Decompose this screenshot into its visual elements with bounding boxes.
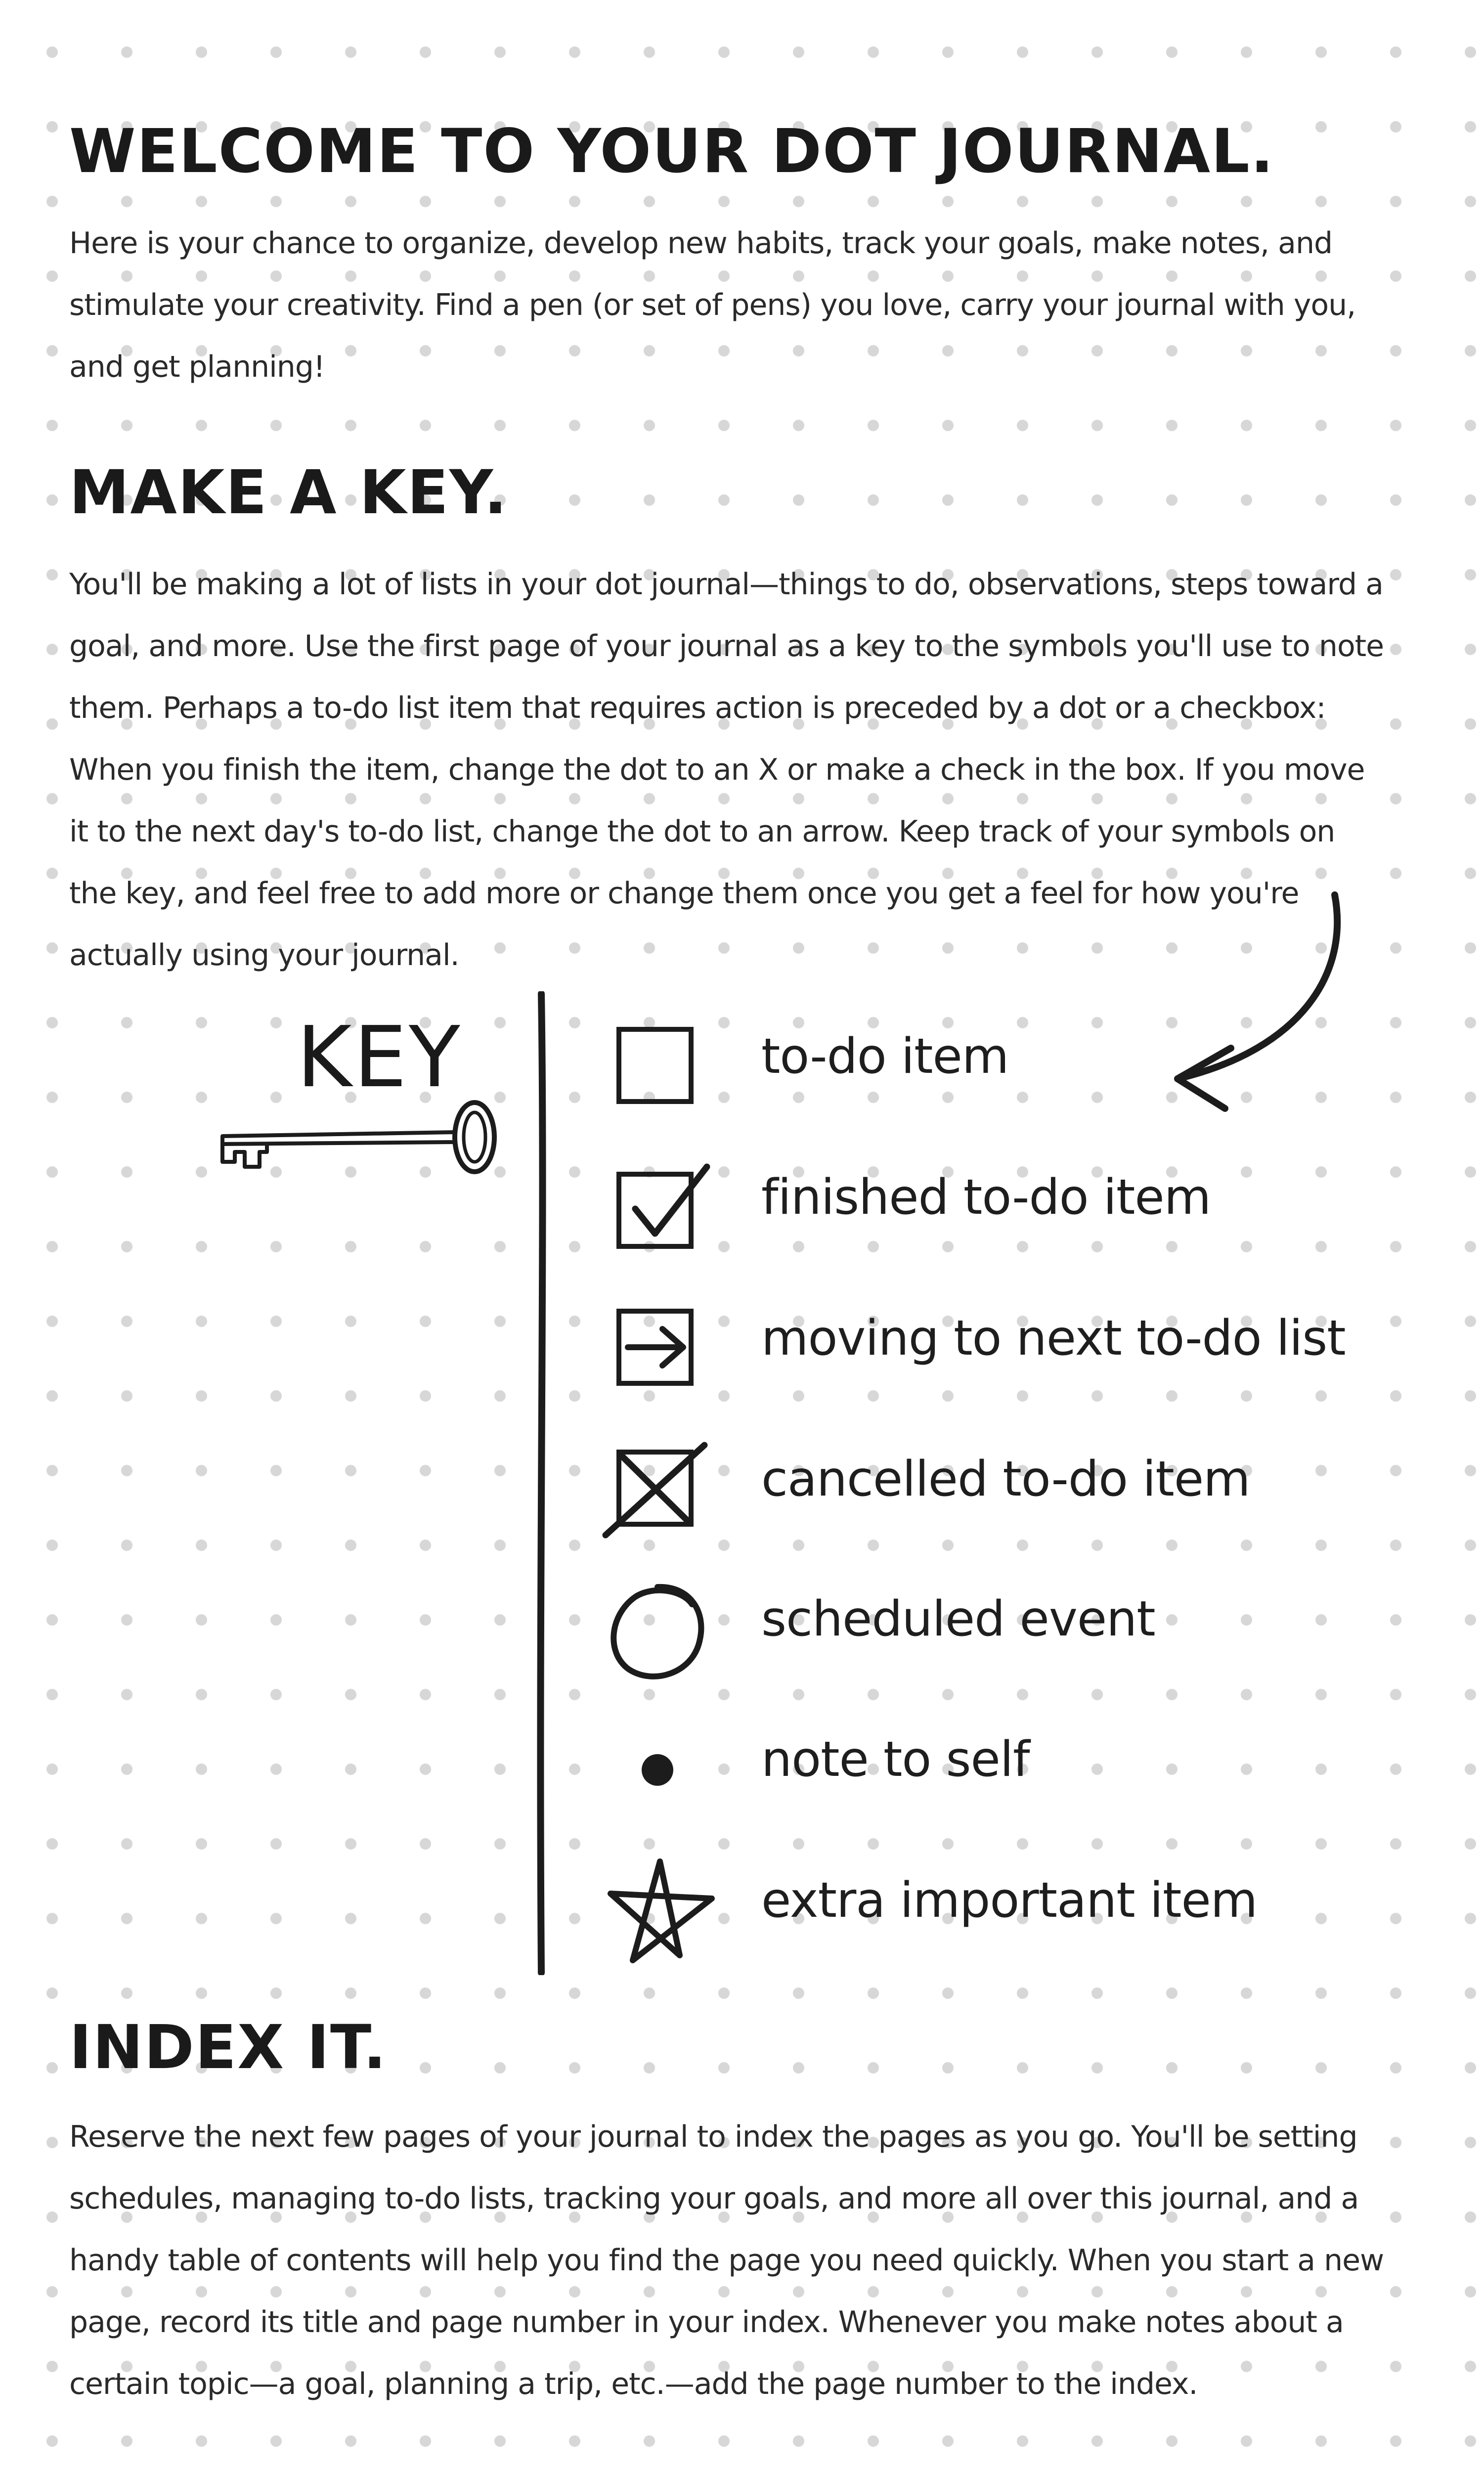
curved-arrow-icon <box>1152 885 1359 1122</box>
legend-item-label: moving to next to-do list <box>761 1310 1346 1367</box>
star-icon <box>598 1852 722 1970</box>
skeleton-key-icon <box>213 1093 509 1192</box>
circle-icon <box>598 1575 717 1693</box>
index-it-body: Reserve the next few pages of your journal to index the pages as you go. You'll be setting schedules, managing to-do lists, tracking your goals, and more all over this journal, and a handy table of contents will help you find the page you need quickly. When you start a new page, record its title and page number in your index. Whenever you make notes about a certain topic—a goal, planning a trip, etc.—add the page number to the index. <box>69 2119 1384 2401</box>
legend-item-label: extra important item <box>761 1872 1258 1929</box>
checked-box-icon <box>608 1159 727 1258</box>
legend-item-label: finished to-do item <box>761 1169 1211 1226</box>
x-box-icon <box>598 1436 712 1545</box>
legend-item-label: scheduled event <box>761 1591 1155 1647</box>
welcome-body: Here is your chance to organize, develop new habits, track your goals, make notes, and stimulate your creativity. Find a pen (or set of pens) you love, carry your journal with you, and get planning! <box>69 226 1356 384</box>
legend-divider <box>531 991 551 1975</box>
index-it-heading: INDEX IT. <box>69 2012 388 2082</box>
welcome-heading: WELCOME TO YOUR DOT JOURNAL. <box>69 116 1275 186</box>
legend-item-label: to-do item <box>761 1028 1009 1085</box>
key-title: KEY <box>297 1009 462 1106</box>
dot-icon <box>628 1740 687 1800</box>
empty-checkbox-icon <box>608 1018 702 1112</box>
make-key-heading: MAKE A KEY. <box>69 457 508 528</box>
legend-item-label: cancelled to-do item <box>761 1451 1250 1507</box>
arrow-box-icon <box>608 1300 702 1399</box>
legend-item-label: note to self <box>761 1731 1030 1788</box>
make-key-body: You'll be making a lot of lists in your dot journal—things to do, observations, steps toward a goal, and more. Use the first page of your journal as a key to the symbols you'll use to note them. Perhaps a to-do list item that requires action is preceded by a dot or a checkbox: When you finish the item, change the dot to an X or make a check in the box. If you move it to the next day's to-do list, change the dot to an arrow. Keep track of your symbols on the key, and feel free to add more or change them once you get a feel for how you're actually using your journal. <box>69 567 1384 972</box>
